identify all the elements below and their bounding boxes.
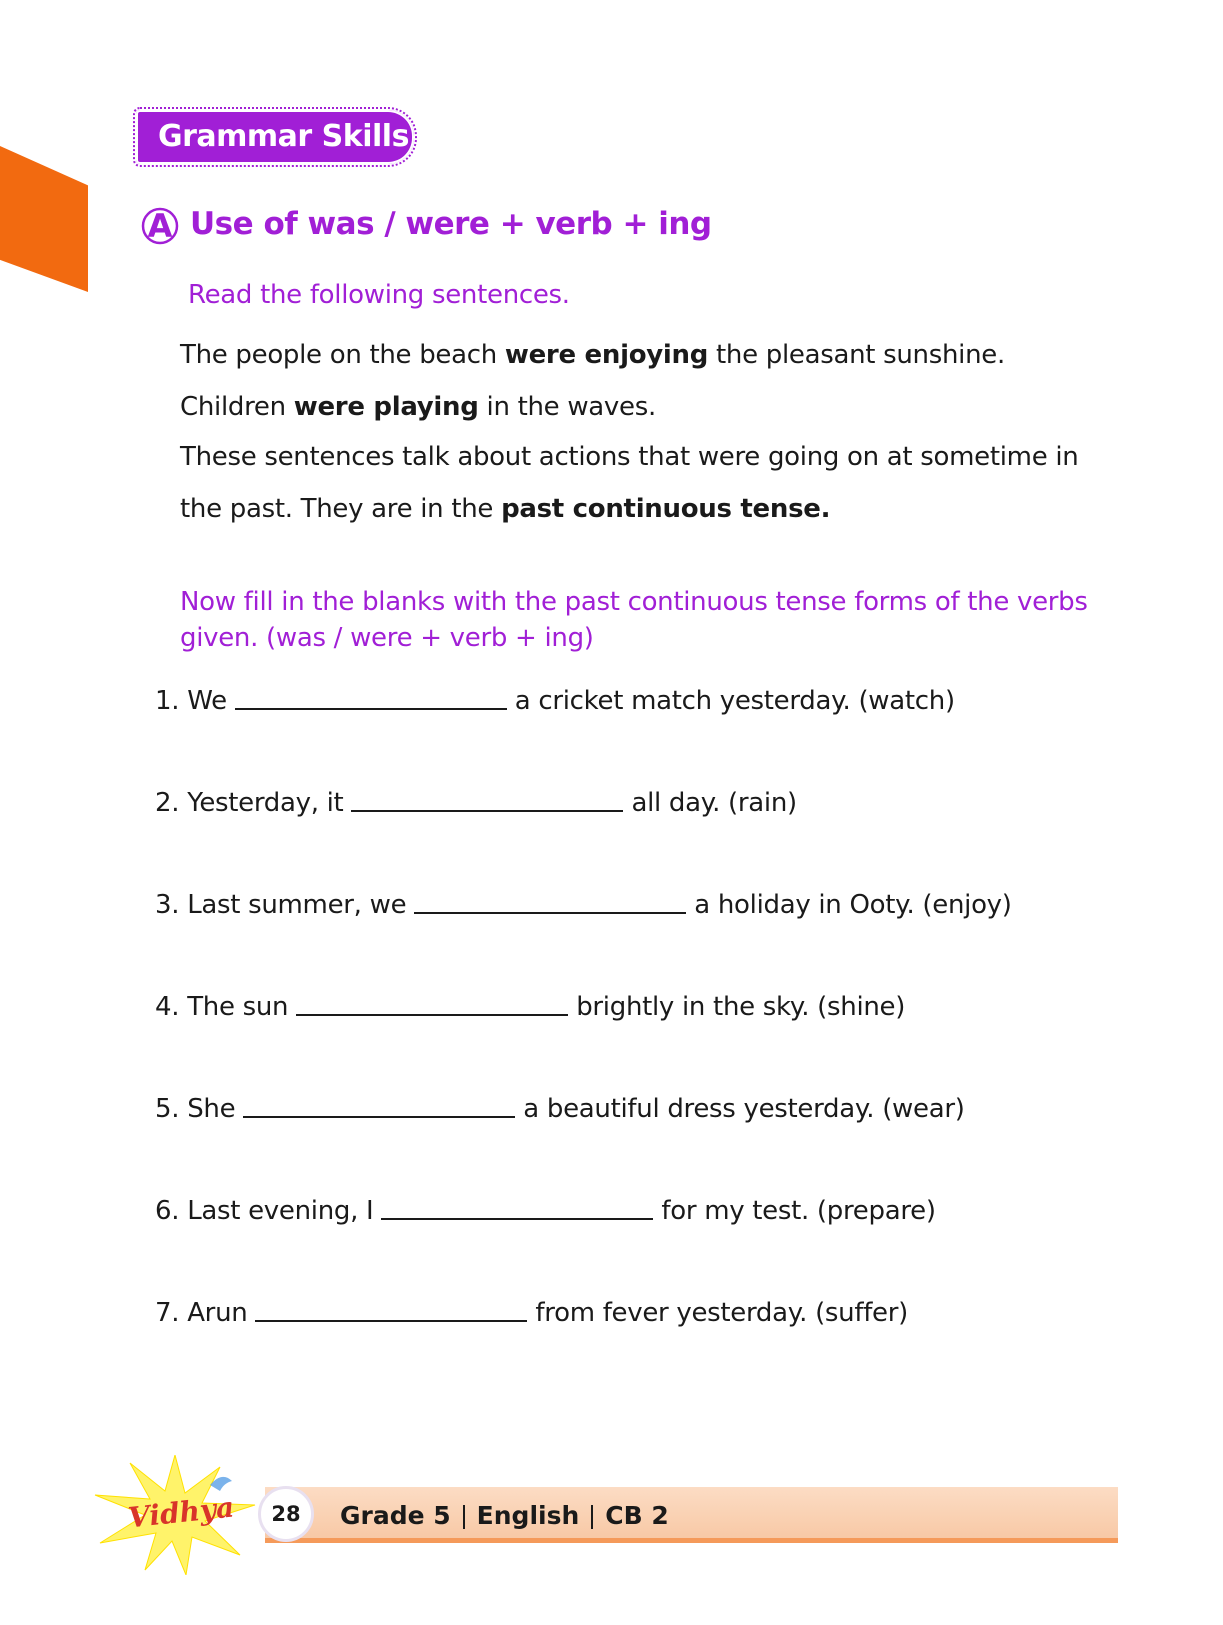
example-text: the pleasant sunshine.	[708, 340, 1005, 370]
example-sentence-1	[180, 340, 1005, 370]
footer-book-info	[340, 1494, 669, 1538]
exercise-title: Use of was / were + verb + ing	[190, 206, 712, 242]
example-sentence-2	[180, 392, 656, 422]
footer-separator	[463, 1505, 465, 1529]
example-text: in the waves.	[478, 392, 656, 422]
question-text: We	[187, 686, 227, 716]
question-number: 1.	[155, 686, 180, 716]
example-text: The people on the beach	[180, 340, 505, 370]
question-number: 3.	[155, 890, 180, 920]
question-text: Arun	[187, 1298, 248, 1328]
instruction-read: Read the following sentences.	[188, 280, 570, 310]
footer-subject: English	[476, 1501, 580, 1530]
question-3	[155, 884, 1012, 920]
question-7	[155, 1292, 908, 1328]
question-number: 4.	[155, 992, 180, 1022]
answer-blank[interactable]	[255, 1319, 527, 1322]
question-2	[155, 782, 797, 818]
logo-text: Vidhya	[126, 1490, 236, 1535]
explanation-line-1: These sentences talk about actions that were going on at sometime in	[180, 442, 1079, 472]
question-text: all day. (rain)	[631, 788, 797, 818]
question-text: She	[187, 1094, 236, 1124]
answer-blank[interactable]	[296, 1013, 568, 1016]
tense-name: past continuous tense.	[501, 494, 831, 524]
answer-blank[interactable]	[351, 809, 623, 812]
corner-tab-decoration	[0, 146, 88, 292]
question-text: Last evening, I	[187, 1196, 374, 1226]
question-text: a beautiful dress yesterday. (wear)	[523, 1094, 965, 1124]
question-number: 2.	[155, 788, 180, 818]
example-verb: were playing	[293, 392, 479, 422]
explanation-line-2	[180, 494, 830, 524]
example-verb: were enjoying	[504, 340, 709, 370]
footer-book: CB 2	[605, 1501, 669, 1530]
question-text: Last summer, we	[187, 890, 407, 920]
answer-blank[interactable]	[381, 1217, 653, 1220]
section-title-badge: Grammar Skills	[136, 110, 414, 164]
exercise-heading	[138, 202, 712, 246]
question-number: 5.	[155, 1094, 180, 1124]
question-text: for my test. (prepare)	[661, 1196, 936, 1226]
explanation-text: the past. They are in the	[180, 494, 502, 524]
footer-grade: Grade 5	[340, 1501, 451, 1530]
exercise-letter-icon	[138, 202, 182, 246]
instruction-fill: Now fill in the blanks with the past continuous tense forms of the verbs given. (was / were + verb + ing)	[180, 587, 1088, 653]
question-text: a cricket match yesterday. (watch)	[514, 686, 955, 716]
question-number: 7.	[155, 1298, 180, 1328]
question-text: a holiday in Ooty. (enjoy)	[694, 890, 1012, 920]
question-text: Yesterday, it	[187, 788, 344, 818]
question-text: The sun	[187, 992, 289, 1022]
footer-separator	[591, 1505, 593, 1529]
answer-blank[interactable]	[235, 707, 507, 710]
exercise-letter: A	[147, 207, 173, 245]
question-6	[155, 1190, 936, 1226]
question-1	[155, 680, 955, 716]
page-number: 28	[258, 1486, 314, 1542]
question-4	[155, 986, 905, 1022]
question-text: brightly in the sky. (shine)	[576, 992, 906, 1022]
answer-blank[interactable]	[243, 1115, 515, 1118]
question-5	[155, 1088, 965, 1124]
answer-blank[interactable]	[414, 911, 686, 914]
question-text: from fever yesterday. (suffer)	[535, 1298, 908, 1328]
example-text: Children	[180, 392, 294, 422]
question-number: 6.	[155, 1196, 180, 1226]
